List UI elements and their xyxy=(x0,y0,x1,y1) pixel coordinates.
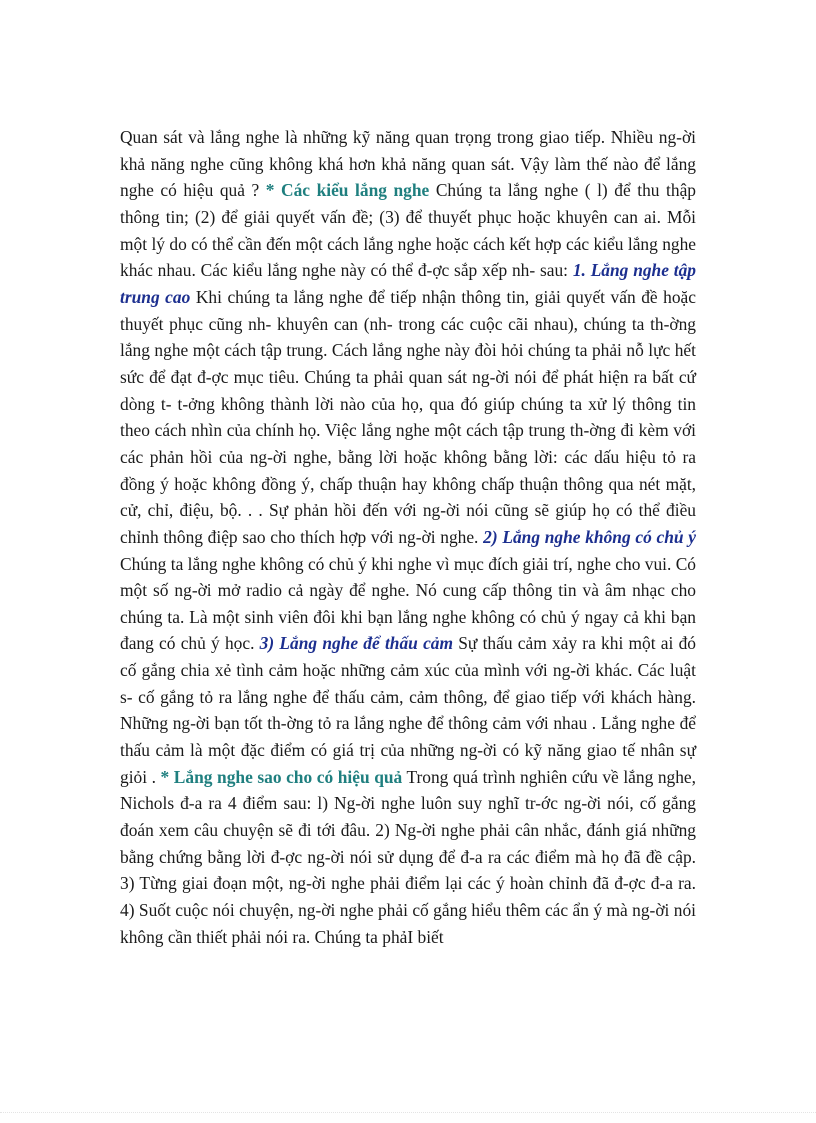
subheading-empathic-listening: 3) Lắng nghe để thấu cảm xyxy=(259,633,454,654)
text-segment: Sự thấu cảm xảy ra khi một ai đó cố gắng chia xẻ tình cảm hoặc những cảm xúc của mình với ng-ời khác. Các luật s- cố gắng tỏ ra lắng nghe để thấu cảm, cảm thông, để giao tiếp với khách hàng. Những ng-ời bạn tốt th-ờng tỏ ra lắng nghe để thông cảm với nhau . Lắng nghe để thấu cảm là một đặc điểm có giá trị của những ng-ời có kỹ năng giao tế nhân sự giỏi . xyxy=(120,633,696,787)
text-segment: Trong quá trình nghiên cứu về lắng nghe, Nichols đ-a ra 4 điểm sau: l) Ng-ời nghe luôn suy nghĩ tr-ớc ng-ời nói, cố gắng đoán xem câu chuyện sẽ đi tới đâu. 2) Ng-ời nghe phải cân nhắc, đánh giá những bằng chứng bằng lời đ-ợc ng-ời nói sử dụng để đ-a ra các điểm mà họ đã đề cập. 3) Từng giai đoạn một, ng-ời nghe phải điểm lại các ý hoàn chỉnh đã đ-ợc đ-a ra. 4) Suốt cuộc nói chuyện, ng-ời nghe phải cố gắng hiểu thêm các ẩn ý mà ng-ời nói không cần thiết phải nói ra. Chúng ta phảI biết xyxy=(120,766,696,947)
section-heading-listening-types: * Các kiểu lắng nghe xyxy=(265,180,430,201)
text-segment: Chúng ta lắng nghe ( l) để thu thập thông tin; (2) để giải quyết vấn đề; (3) để thuyết phục hoặc khuyên can ai. Mỗi một lý do có thể cần đến một cách lắng nghe hoặc cách kết hợp các kiểu lắng nghe khác nhau. Các kiểu lắng nghe này có thể đ-ợc sắp xếp nh- sau: xyxy=(120,180,696,281)
text-segment: Quan sát và lắng nghe là những kỹ năng quan trọng trong giao tiếp. Nhiều ng-ời khả năng nghe cũng không khá hơn khả năng quan sát. Vậy làm thế nào để lắng nghe có hiệu quả ? xyxy=(120,127,696,201)
body-paragraph xyxy=(120,124,696,950)
section-heading-effective-listening: * Lắng nghe sao cho có hiệu quả xyxy=(160,766,403,787)
text-segment: Chúng ta lắng nghe không có chủ ý khi nghe vì mục đích giải trí, nghe cho vui. Có một số ng-ời mở radio cả ngày để nghe. Nó cung cấp thông tin và âm nhạc cho chúng ta. Là một sinh viên đôi khi bạn lắng nghe không có chủ ý ngay cả khi bạn đang có chủ ý học. xyxy=(120,553,696,654)
page-bottom-divider xyxy=(0,1112,816,1113)
text-segment: Khi chúng ta lắng nghe để tiếp nhận thông tin, giải quyết vấn đề hoặc thuyết phục cũng nh- khuyên can (nh- trong các cuộc cãi nhau), chúng ta th-ờng lắng nghe một cách tập trung. Cách lắng nghe này đòi hỏi chúng ta phải nỗ lực hết sức để đạt đ-ợc mục tiêu. Chúng ta phải quan sát ng-ời nói để phát hiện ra bất cứ dòng t- t-ởng không thành lời nào của họ, qua đó giúp chúng ta xử lý thông tin theo cách nhìn của chính họ. Việc lắng nghe một cách tập trung th-ờng đi kèm với các phản hồi của ng-ời nghe, bằng lời hoặc không bằng lời: các dấu hiệu tỏ ra đồng ý hoặc không đồng ý, chấp thuận hay không chấp thuận thông qua nét mặt, cử, chỉ, điệu, bộ. . . Sự phản hồi đến với ng-ời nói cũng sẽ giúp họ có thể điều chỉnh thông điệp sao cho thích hợp với ng-ời nghe. xyxy=(120,286,696,547)
subheading-casual-listening: 2) Lắng nghe không có chủ ý xyxy=(483,526,696,547)
subheading-focused-listening: 1. Lắng nghe tập trung cao xyxy=(120,260,696,307)
